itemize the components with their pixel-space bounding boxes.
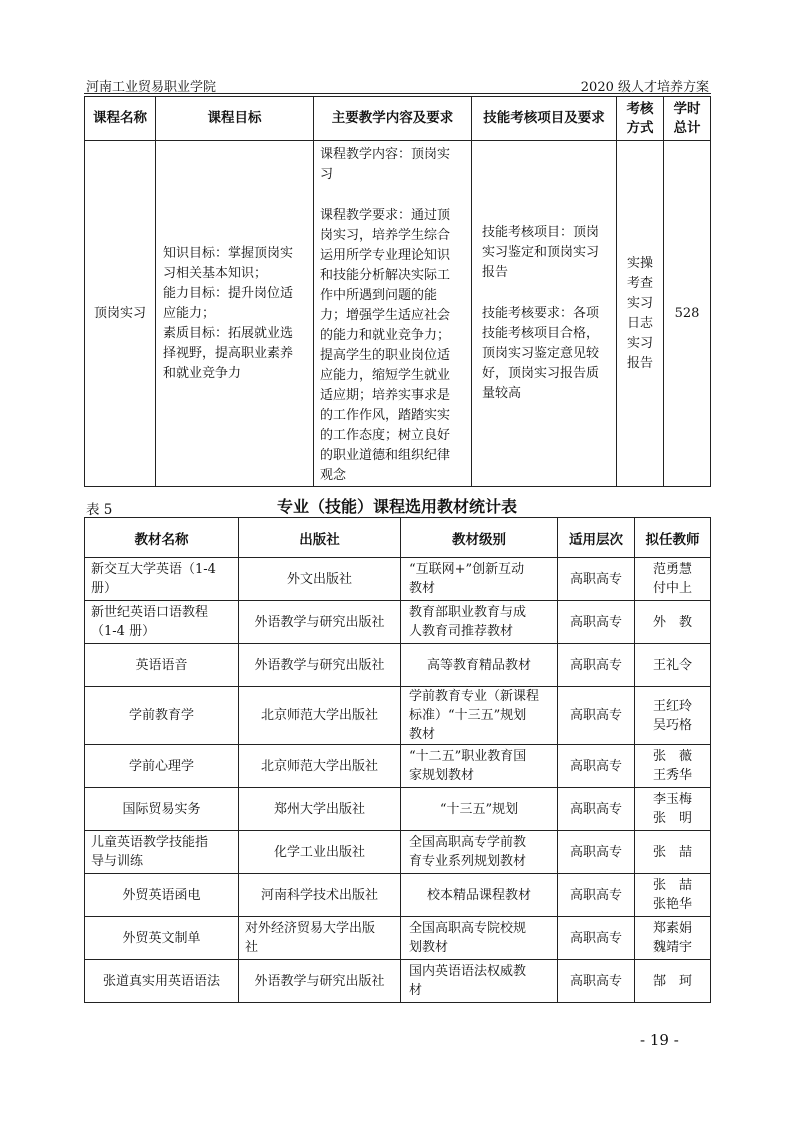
text-line: 材 [409,983,423,998]
text-line: 学前心理学 [128,758,194,774]
applicable-level: 高职高专 [558,874,635,917]
header-doc-title: 2020 级人才培养方案 [580,80,709,95]
teacher [635,960,711,1003]
text-line: 的工作作风，踏踏实实 [320,408,451,423]
header-main-content [314,97,472,141]
applicable-level: 高职高专 [558,745,635,788]
text-line: 化学工业出版社 [273,844,365,860]
text-line: 的能力和就业竞争力； [320,328,451,343]
textbook-name [85,687,239,745]
textbook-table [84,517,711,1003]
text-line: 张 明 [652,811,692,826]
text-line: 力；增强学生适应社会 [320,308,451,323]
text-line: 学时 [673,100,701,117]
textbook-name [85,874,239,917]
text-line: 导与训练 [91,854,144,869]
text-line: 技能考核项目合格， [482,326,600,341]
text-line: 国内英语语法权威教 [409,964,527,979]
total-hours: 528 [664,141,711,487]
text-line: 河南科学技术出版社 [260,887,378,903]
textbook-name [85,558,239,601]
text-line: 运用所学专业理论知识 [320,248,451,263]
text-line: 技能考核项目：顶岗 [482,225,600,240]
text-line: “十三五”规划 [439,801,519,817]
text-line: 择视野，提高职业素养 [163,345,294,361]
text-line: 习相关基本知识； [163,265,268,281]
course-table-header [85,97,711,141]
textbook-name [85,917,239,960]
applicable-level: 高职高专 [558,644,635,687]
text-line: 课程教学要求：通过顶 [320,208,451,223]
text-line: 课程目标 [207,110,262,126]
text-line: 张 喆 [652,878,692,893]
header-total-hours [664,97,711,141]
teacher [635,831,711,874]
header-textbook-name: 教材名称 [85,518,239,558]
text-line: 新交互大学英语（1-4 [91,562,216,577]
text-line: 全国高职高专院校规 [409,921,527,936]
text-line: 能力目标：提升岗位适 [163,285,294,301]
applicable-level: 高职高专 [558,831,635,874]
text-line: 外贸英语函电 [122,887,201,903]
text-line: 王礼令 [652,657,692,673]
text-line: 册） [91,581,118,596]
content-requirements [320,206,467,486]
header-course-goal [156,97,314,141]
table-title: 专业（技能）课程选用教材统计表 [276,497,517,516]
applicable-level: 高职高专 [558,687,635,745]
teacher [635,745,711,788]
text-line: 教材 [409,581,436,596]
publisher [239,874,401,917]
teacher [635,874,711,917]
publisher [239,788,401,831]
text-line: 素质目标：拓展就业选 [163,325,294,341]
header-textbook-level: 教材级别 [401,518,558,558]
publisher [239,917,401,960]
course-table [84,96,711,487]
text-line: 魏靖宇 [652,940,692,955]
text-line: 实习 [626,335,653,351]
text-line: “互联网+”创新互动 [409,562,525,577]
textbook-name [85,788,239,831]
header-skill-assessment [472,97,617,141]
text-line: 国际贸易实务 [122,801,201,817]
teacher [635,788,711,831]
text-line: 的工作态度；树立良好 [320,428,451,443]
text-line: 日志 [626,315,653,331]
text-line: 全国高职高专学前教 [409,835,527,850]
applicable-level: 高职高专 [558,917,635,960]
text-line: 外 教 [652,614,692,630]
text-line: 习 [320,167,334,182]
text-line: 郑素娟 [652,921,692,936]
text-line: 外语教学与研究出版社 [254,973,385,989]
text-line: 张艳华 [652,897,692,912]
text-line: 划教材 [409,940,449,955]
text-line: 课程名称 [93,110,147,126]
text-line: 量较高 [482,386,522,401]
publisher [239,558,401,601]
text-line: 范勇慧 [652,562,692,577]
page-number: - 19 - [640,1031,679,1049]
text-line: 北京师范大学出版社 [260,758,378,774]
table-row [85,558,711,601]
applicable-level: 高职高专 [558,601,635,644]
text-line: 考核 [626,100,654,117]
text-line: 王秀华 [652,768,692,783]
header-applicable-level: 适用层次 [558,518,635,558]
textbook-level [401,558,558,601]
course-row [85,141,711,487]
content-intro [320,145,467,185]
table-row [85,788,711,831]
text-line: 李玉梅 [652,792,692,807]
text-line: 教材 [409,727,436,742]
text-line: 人教育司推荐教材 [409,624,514,639]
table-row [85,874,711,917]
text-line: 张 薇 [652,749,692,764]
text-line: 应能力，缩短学生就业 [320,368,451,383]
text-line: 报告 [482,265,509,280]
publisher [239,601,401,644]
skill-items [482,223,610,283]
textbook-level [401,874,558,917]
text-line: 好，顶岗实习报告质 [482,366,600,381]
publisher [239,644,401,687]
applicable-level: 高职高专 [558,558,635,601]
skill-requirements [482,304,610,404]
header-course-name [85,97,156,141]
table-row [85,745,711,788]
text-line: 英语语音 [135,657,188,673]
text-line: 考查 [626,275,653,291]
text-line: 外文出版社 [286,571,352,587]
textbook-level [401,831,558,874]
text-line: 外贸英文制单 [122,930,201,946]
table-row [85,831,711,874]
teacher [635,601,711,644]
text-line: 方式 [626,119,654,136]
textbook-level [401,917,558,960]
applicable-level: 高职高专 [558,788,635,831]
table-row [85,960,711,1003]
text-line: 岗实习，培养学生综合 [320,228,451,243]
teacher [635,687,711,745]
table-row [85,917,711,960]
text-line: 外语教学与研究出版社 [254,614,385,630]
text-line: 的职业道德和组织纪律 [320,448,451,463]
textbook-level [401,601,558,644]
applicable-level: 高职高专 [558,960,635,1003]
textbook-level [401,745,558,788]
text-line: 实习 [626,295,653,311]
table-row [85,687,711,745]
teacher [635,917,711,960]
text-line: 郑州大学出版社 [273,801,365,817]
text-line: 技能考核要求：各项 [482,306,600,321]
publisher [239,960,401,1003]
text-line: 付中上 [652,581,692,596]
table-label: 表 5 [86,502,113,518]
publisher [239,831,401,874]
course-content [314,141,472,487]
text-line: 育专业系列规划教材 [409,854,527,869]
text-line: 技能考核项目及要求 [483,110,605,126]
text-line: 主要教学内容及要求 [331,110,454,126]
header-teacher: 拟任教师 [635,518,711,558]
text-line: 作中所遇到问题的能 [320,288,438,303]
course-name: 顶岗实习 [85,141,156,487]
text-line: 北京师范大学出版社 [260,708,378,723]
text-line: 观念 [320,468,347,483]
header-rule [84,93,711,94]
text-line: 标准）“十三五”规划 [409,708,527,723]
page-header [84,74,709,93]
textbook-level [401,687,558,745]
text-line: 适应期；培养实事求是 [320,388,451,403]
textbook-level [401,644,558,687]
text-line: 新世纪英语口语教程 [91,605,209,620]
text-line: 王红玲 [652,698,692,714]
text-line: 高等教育精品教材 [426,657,531,673]
text-line: 张 喆 [652,844,692,860]
skill-assessment [472,141,617,487]
text-line: 吴巧格 [652,717,692,733]
textbook-name [85,644,239,687]
text-line: 实习鉴定和顶岗实习 [482,245,600,260]
text-line: 学前教育专业（新课程 [409,689,540,704]
text-line: 报告 [626,355,653,371]
text-line: “十二五”职业教育国 [409,749,527,764]
teacher [635,558,711,601]
text-line: 教育部职业教育与成 [409,605,527,620]
header-assessment-method [617,97,664,141]
text-line: 实操 [626,255,653,271]
textbook-level [401,960,558,1003]
textbook-table-header [85,518,711,558]
text-line: 社 [245,940,259,955]
text-line: 和就业竞争力 [163,365,242,381]
textbook-table-body [85,558,711,1003]
table-row [85,644,711,687]
text-line: 知识目标：掌握顶岗实 [163,245,294,261]
text-line: 郜 珂 [652,973,692,989]
text-line: 顶岗实习鉴定意见较 [482,346,600,361]
header-publisher: 出版社 [239,518,401,558]
text-line: 儿童英语教学技能指 [91,835,209,850]
table-row [85,601,711,644]
textbook-name [85,745,239,788]
textbook-name [85,601,239,644]
course-goals [156,141,314,487]
text-line: 张道真实用英语语法 [102,973,220,989]
textbook-level [401,788,558,831]
text-line: 课程教学内容：顶岗实 [320,147,451,162]
text-line: 家规划教材 [409,768,475,783]
header-school: 河南工业贸易职业学院 [86,80,217,95]
textbook-name [85,960,239,1003]
text-line: 校本精品课程教材 [426,887,531,903]
teacher [635,644,711,687]
text-line: （1-4 册） [91,624,156,639]
text-line: 应能力； [163,305,216,321]
text-line: 外语教学与研究出版社 [254,657,385,673]
publisher [239,687,401,745]
text-line: 学前教育学 [128,708,194,723]
assessment-method [617,141,664,487]
text-line: 提高学生的职业岗位适 [320,348,451,363]
text-line: 对外经济贸易大学出版 [245,921,376,936]
text-line: 总计 [673,119,701,136]
publisher [239,745,401,788]
textbook-name [85,831,239,874]
text-line: 和技能分析解决实际工 [320,268,451,283]
